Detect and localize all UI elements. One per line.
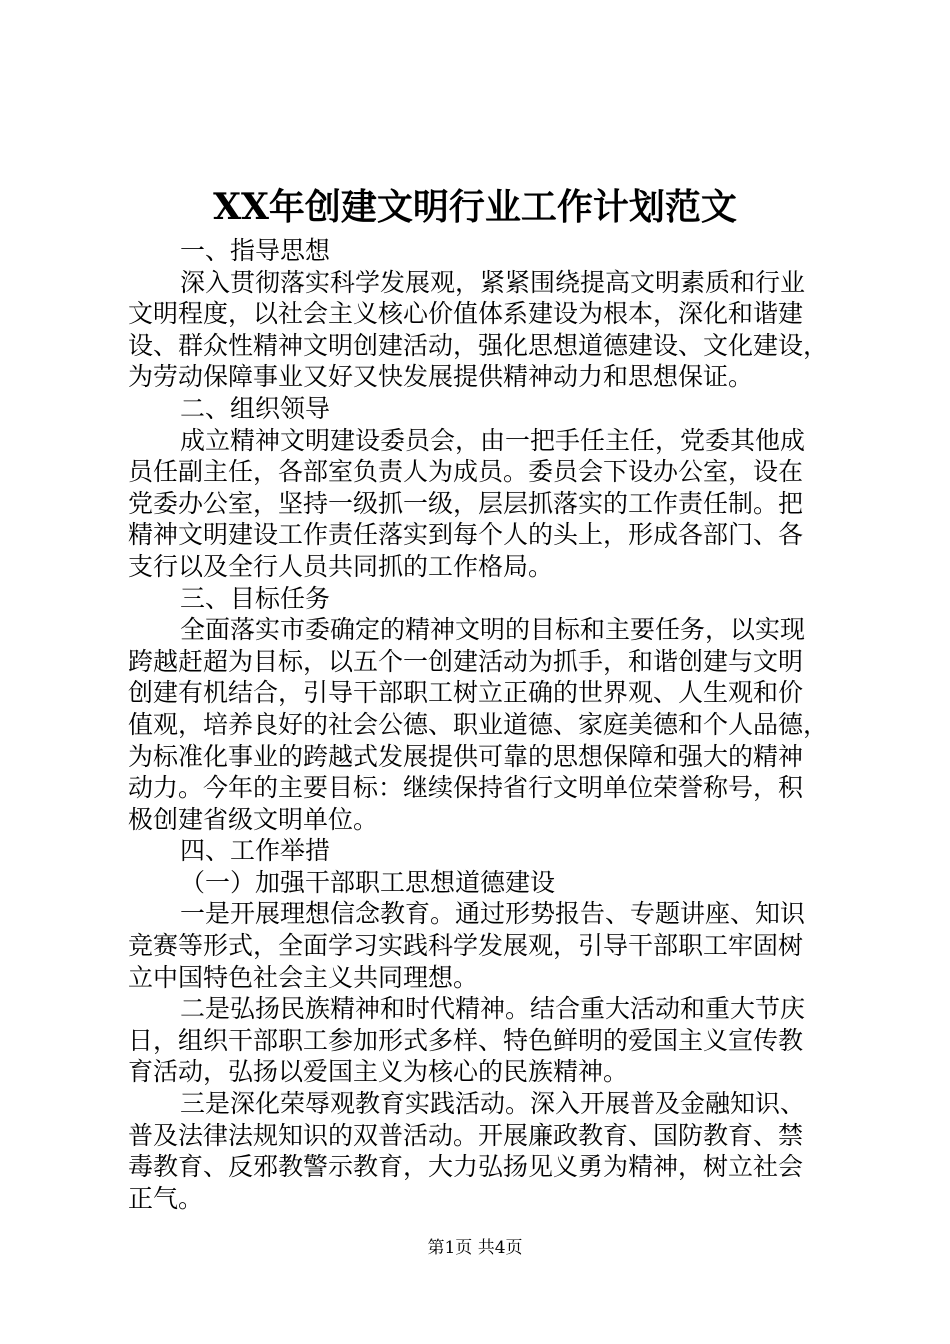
text-line: 为标准化事业的跨越式发展提供可靠的思想保障和强大的精神	[128, 741, 804, 771]
text-line: 二、组织领导	[180, 393, 331, 423]
text-line: 为劳动保障事业又好又快发展提供精神动力和思想保证。	[128, 362, 754, 392]
text-line: 文明程度，以社会主义核心价值体系建设为根本，深化和谐建	[128, 299, 804, 329]
text-line: 支行以及全行人员共同抓的工作格局。	[128, 551, 554, 581]
text-line: 值观，培养良好的社会公德、职业道德、家庭美德和个人品德，	[128, 709, 829, 739]
text-line: 一、指导思想	[180, 236, 331, 265]
text-line: 设、群众性精神文明创建活动，强化思想道德建设、文化建设，	[128, 330, 829, 360]
text-line: 育活动，弘扬以爱国主义为核心的民族精神。	[128, 1057, 629, 1087]
document-body	[128, 235, 834, 1214]
text-line: （一）加强干部职工思想道德建设	[180, 867, 556, 897]
text-line: 创建有机结合，引导干部职工树立正确的世界观、人生观和价	[128, 678, 804, 708]
page-footer: 第1页 共4页	[427, 1238, 523, 1258]
text-line: 四、工作举措	[180, 836, 331, 866]
text-line: 普及法律法规知识的双普活动。开展廉政教育、国防教育、禁	[128, 1120, 804, 1150]
text-line: 日，组织干部职工参加形式多样、特色鲜明的爱国主义宣传教	[128, 1025, 804, 1055]
text-line: 正气。	[128, 1183, 204, 1213]
text-line: 动力。今年的主要目标：继续保持省行文明单位荣誉称号，积	[128, 773, 804, 803]
text-line: 二是弘扬民族精神和时代精神。结合重大活动和重大节庆	[180, 994, 806, 1024]
text-line: 员任副主任，各部室负责人为成员。委员会下设办公室，设在	[128, 457, 804, 487]
text-line: 精神文明建设工作责任落实到每个人的头上，形成各部门、各	[128, 520, 804, 550]
text-line: 一是开展理想信念教育。通过形势报告、专题讲座、知识	[180, 899, 806, 929]
text-line: 三、目标任务	[180, 583, 331, 613]
text-line: 竞赛等形式，全面学习实践科学发展观，引导干部职工牢固树	[128, 931, 804, 961]
text-line: 深入贯彻落实科学发展观，紧紧围绕提高文明素质和行业	[180, 267, 806, 297]
text-line: 立中国特色社会主义共同理想。	[128, 962, 479, 992]
text-line: 党委办公室，坚持一级抓一级，层层抓落实的工作责任制。把	[128, 488, 804, 518]
text-line: 毒教育、反邪教警示教育，大力弘扬见义勇为精神，树立社会	[128, 1152, 804, 1182]
text-line: 成立精神文明建设委员会，由一把手任主任，党委其他成	[180, 425, 806, 455]
text-line: 三是深化荣辱观教育实践活动。深入开展普及金融知识、	[180, 1089, 806, 1119]
text-line: 极创建省级文明单位。	[128, 804, 379, 834]
document-title: XX年创建文明行业工作计划范文	[213, 186, 737, 228]
text-line: 全面落实市委确定的精神文明的目标和主要任务，以实现	[180, 615, 806, 645]
text-line: 跨越赶超为目标，以五个一创建活动为抓手，和谐创建与文明	[128, 646, 804, 676]
